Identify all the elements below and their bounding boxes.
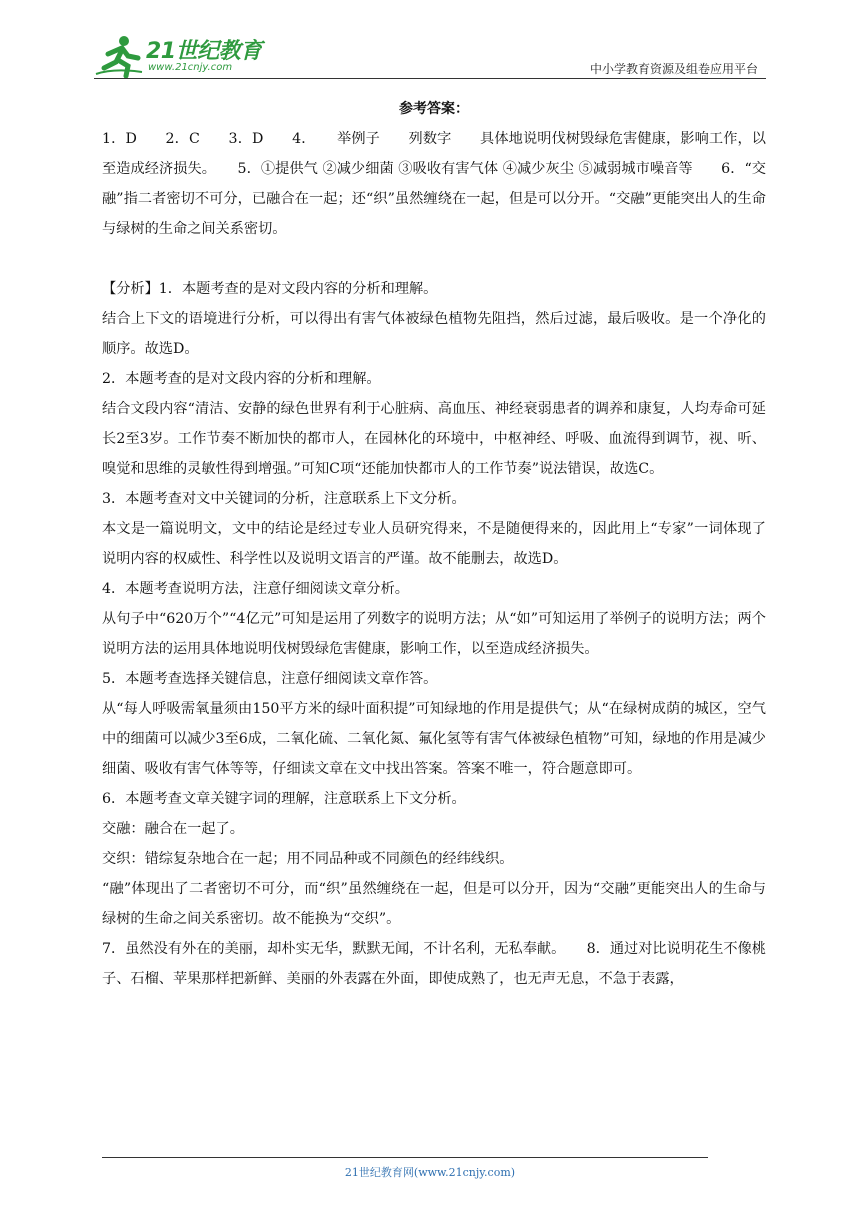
- analysis-paragraph: 从句子中“620万个”“4亿元”可知是运用了列数字的说明方法；从“如”可知运用了举例子的说明方法；两个说明方法的运用具体地说明伐树毁绿危害健康，影响工作，以至造成经济损失。: [102, 611, 766, 657]
- document-body: [102, 94, 766, 994]
- analysis-paragraph: “融”体现出了二者密切不可分，而“织”虽然缠绕在一起，但是可以分开，因为“交融”更能突出人的生命与绿树的生命之间关系密切。故不能换为“交织”。: [102, 881, 766, 927]
- analysis-paragraph: 3．本题考查对文中关键词的分析，注意联系上下文分析。: [102, 491, 466, 507]
- analysis-intro: 【分析】1．本题考查的是对文段内容的分析和理解。: [102, 281, 438, 297]
- analysis-paragraph: 5．本题考查选择关键信息，注意仔细阅读文章作答。: [102, 671, 438, 687]
- blank-line: [102, 244, 766, 274]
- logo-text: 21世纪教育: [146, 39, 262, 64]
- analysis-paragraph: 结合文段内容“清洁、安静的绿色世界有利于心脏病、高血压、神经衰弱患者的调养和康复，人均寿命可延长2至3岁。工作节奏不断加快的都市人，在园林化的环境中，中枢神经、呼吸、血流得到调节，视、听、嗅觉和思维的灵敏性得到增强。”可知C项“还能加快都市人的工作节奏”说法错误，故选C。: [102, 401, 766, 477]
- page-header: [94, 30, 766, 82]
- analysis-paragraph: 4．本题考查说明方法，注意仔细阅读文章分析。: [102, 581, 409, 597]
- analysis-paragraph: 6．本题考查文章关键字词的理解，注意联系上下文分析。: [102, 791, 466, 807]
- runner-logo-icon: [94, 34, 144, 78]
- analysis-paragraph: 交融：融合在一起了。: [102, 821, 244, 837]
- analysis-paragraph: 本文是一篇说明文，文中的结论是经过专业人员研究得来，不是随便得来的，因此用上“专家”一词体现了说明内容的权威性、科学性以及说明文语言的严谨。故不能删去，故选D。: [102, 521, 766, 567]
- analysis-paragraph: 从“每人呼吸需氧量须由150平方米的绿叶面积提”可知绿地的作用是提供气；从“在绿树成荫的城区，空气中的细菌可以减少3至6成，二氧化硫、二氧化氮、氟化氢等有害气体被绿色植物”可知，绿地的作用是减少细菌、吸收有害气体等等，仔细读文章在文中找出答案。答案不唯一，符合题意即可。: [102, 701, 766, 777]
- header-divider: [94, 78, 766, 79]
- platform-name: 中小学教育资源及组卷应用平台: [589, 62, 758, 76]
- footer-link[interactable]: 21世纪教育网(www.21cnjy.com): [344, 1166, 516, 1179]
- logo-url: www.21cnjy.com: [148, 62, 233, 73]
- analysis-paragraph: 结合上下文的语境进行分析，可以得出有害气体被绿色植物先阻挡，然后过滤，最后吸收。是一个净化的顺序。故选D。: [102, 311, 766, 357]
- section-title: 参考答案：: [399, 101, 469, 117]
- answers-paragraph: 1．D 2．C 3．D 4． 举例子 列数字 具体地说明伐树毁绿危害健康，影响工作，以至造成经济损失。 5．①提供气 ②减少细菌 ③吸收有害气体 ④减少灰尘 ⑤减弱城市噪音等 6．“交融”指二者密切不可分，已融合在一起；还“织”虽然缠绕在一起，但是可以分开。“交融”更能突出人的生命与绿树的生命之间关系密切。: [102, 131, 766, 237]
- footer-divider: [102, 1157, 708, 1158]
- site-logo: [94, 34, 264, 78]
- analysis-paragraph: 2．本题考查的是对文段内容的分析和理解。: [102, 371, 381, 387]
- answers-continued: 7．虽然没有外在的美丽，却朴实无华，默默无闻，不计名利，无私奉献。 8．通过对比说明花生不像桃子、石榴、苹果那样把新鲜、美丽的外表露在外面，即使成熟了，也无声无息，不急于表露，: [102, 941, 766, 987]
- analysis-paragraph: 交织：错综复杂地合在一起；用不同品种或不同颜色的经纬线织。: [102, 851, 514, 867]
